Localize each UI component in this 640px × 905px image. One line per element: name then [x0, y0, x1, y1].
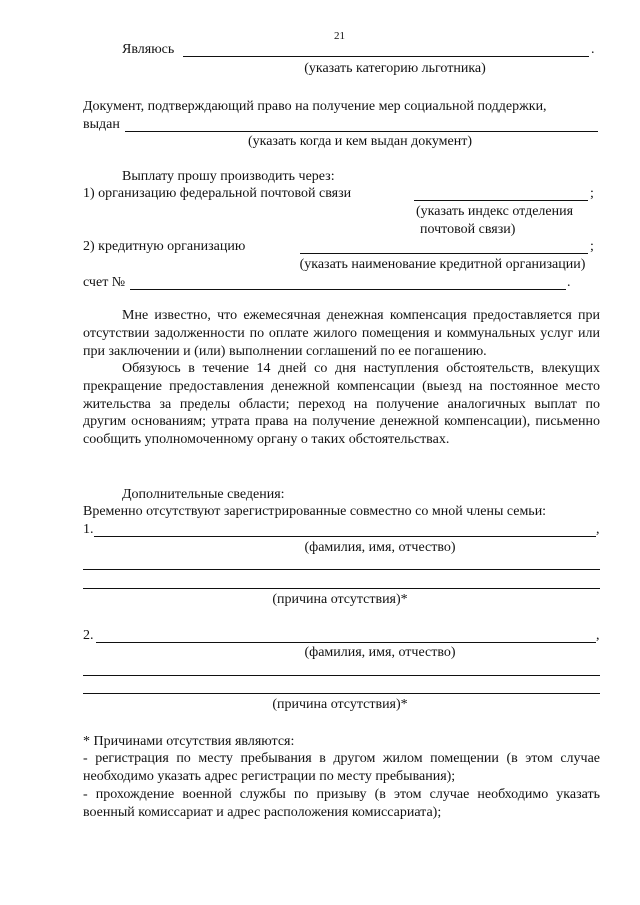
payment-option1: 1) организацию федеральной почтовой связи — [83, 186, 352, 201]
member-1-name-line[interactable] — [94, 536, 596, 537]
member-2-end: , — [596, 628, 600, 643]
notice-paragraph-1: Мне известно, что ежемесячная денежная компенсация предоставляется при отсутствии задолженности по оплате жилого помещения и коммунальных услуг или при заключении и (или) выполнении соглашений по ее погашению. — [83, 308, 600, 359]
document-line1: Документ, подтверждающий право на получение мер социальной поддержки, — [83, 99, 547, 114]
document-input-line[interactable] — [125, 131, 598, 132]
footnote-item-1: - регистрация по месту пребывания в другом жилом помещении (в этом случае необходимо указать адрес регистрации по месту пребывания); — [83, 751, 600, 784]
notice-paragraph-2: Обязуюсь в течение 14 дней со дня наступления обстоятельств, влекущих прекращение предоставления денежной компенсации (выезд на постоянное место жительства за пределы области; переход на получение аналогичных выплат по другим основаниям; утрата права на получение денежной компенсации), письменно сообщить уполномоченному органу о таких обстоятельствах. — [83, 361, 600, 448]
category-label: Являюсь — [122, 42, 175, 57]
account-end: . — [567, 275, 571, 290]
document-label: выдан — [83, 117, 120, 132]
bank-input-line[interactable] — [300, 253, 588, 254]
member-2-reason-line-2[interactable] — [83, 693, 600, 694]
member-2-name-line[interactable] — [96, 642, 596, 643]
member-2-reason-caption: (причина отсутствия)* — [272, 697, 408, 712]
member-1-end: , — [596, 522, 600, 537]
footnote-title: * Причинами отсутствия являются: — [83, 734, 295, 749]
postal-caption-1: (указать индекс отделения — [416, 204, 574, 219]
bank-caption: (указать наименование кредитной организации) — [299, 257, 586, 272]
account-label: счет № — [83, 275, 126, 290]
member-2-name-caption: (фамилия, имя, отчество) — [304, 645, 456, 660]
member-1-reason-line-1[interactable] — [83, 569, 600, 570]
member-1-reason-line-2[interactable] — [83, 588, 600, 589]
postal-caption-2: почтовой связи) — [420, 222, 516, 237]
postal-input-line[interactable] — [414, 200, 588, 201]
footnote-item-2: - прохождение военной службы по призыву (в этом случае необходимо указать военный комиссариат и адрес расположения комиссариата); — [83, 787, 600, 820]
category-input-line[interactable] — [183, 56, 589, 57]
payment-option1-end: ; — [590, 186, 594, 201]
payment-option2-end: ; — [590, 239, 594, 254]
payment-option2: 2) кредитную организацию — [83, 239, 246, 254]
additional-subtitle: Временно отсутствуют зарегистрированные совместно со мной члены семьи: — [83, 504, 547, 519]
account-input-line[interactable] — [130, 289, 566, 290]
member-1-reason-caption: (причина отсутствия)* — [272, 592, 408, 607]
member-1-number: 1. — [83, 522, 94, 537]
document-caption: (указать когда и кем выдан документ) — [247, 134, 473, 149]
category-caption: (указать категорию льготника) — [304, 61, 486, 76]
category-end: . — [591, 42, 595, 57]
member-1-name-caption: (фамилия, имя, отчество) — [304, 540, 456, 555]
page-number: 21 — [334, 30, 345, 42]
additional-title: Дополнительные сведения: — [122, 487, 285, 502]
member-2-number: 2. — [83, 628, 94, 643]
payment-intro: Выплату прошу производить через: — [122, 169, 335, 184]
member-2-reason-line-1[interactable] — [83, 675, 600, 676]
